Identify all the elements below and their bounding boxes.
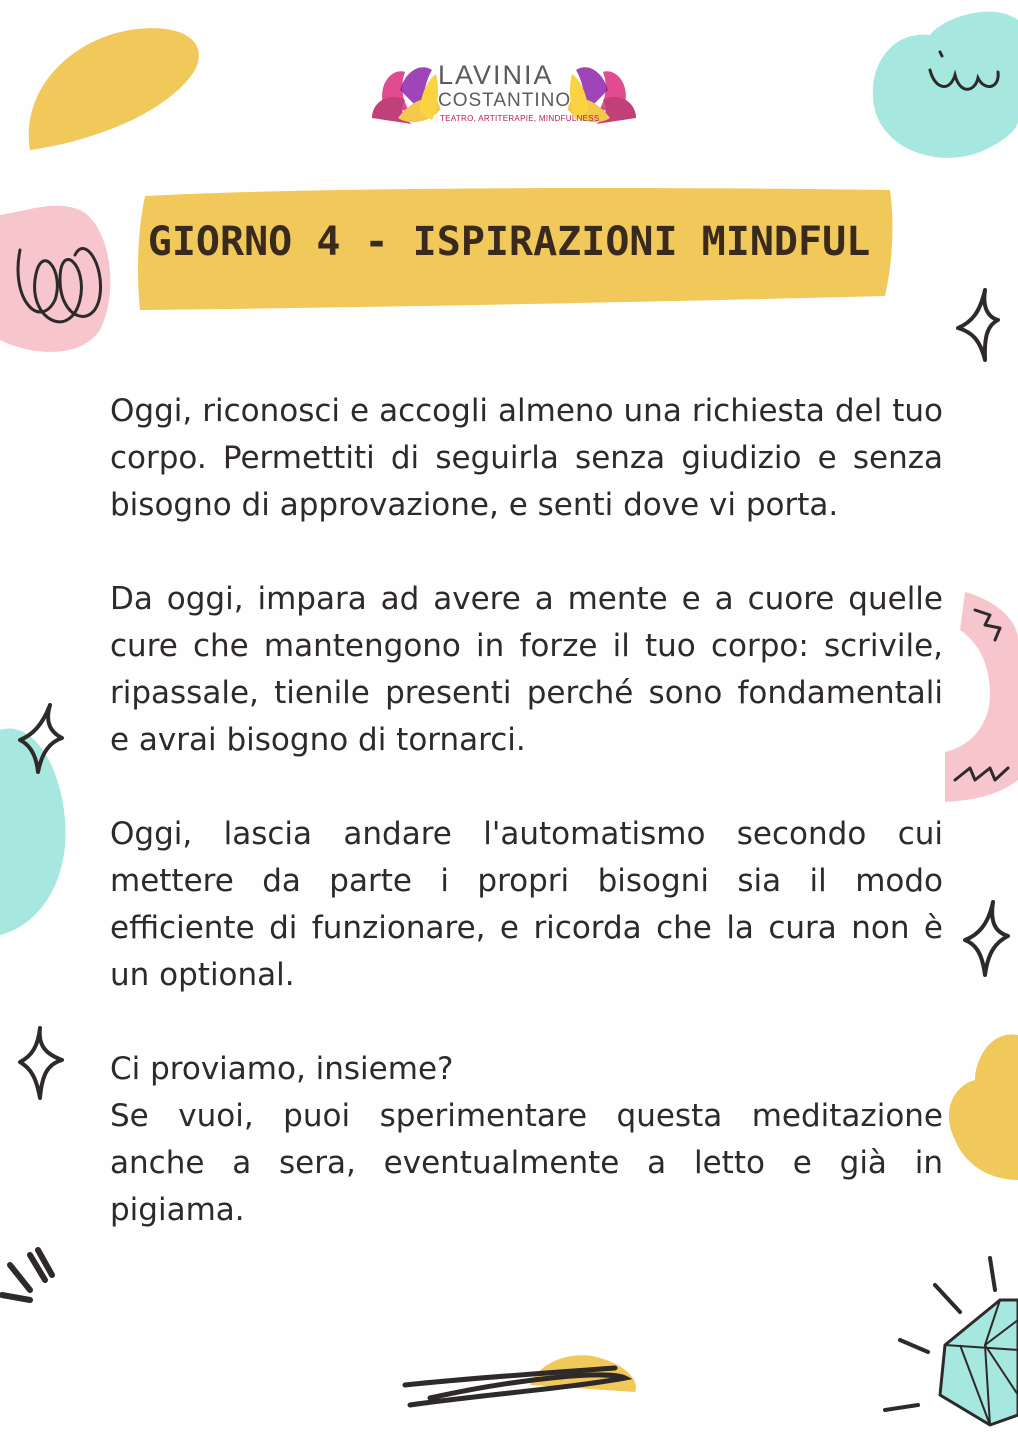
logo-surname: COSTANTINO	[438, 90, 572, 111]
gem-icon	[940, 1300, 1018, 1425]
sparkle-icon	[20, 1028, 62, 1098]
body-text	[110, 388, 943, 1234]
logo	[368, 58, 638, 132]
sparkle-icon	[958, 290, 998, 360]
yellow-blob	[29, 28, 199, 150]
paragraph: Da oggi, impara ad avere a mente e a cuore quelle cure che mantengono in forze il tuo corpo: scrivile, ripassale, tienile presenti perché sono fondamentali e avrai bisogno di tornarci.	[110, 581, 943, 758]
page-title: GIORNO 4 - ISPIRAZIONI MINDFUL	[147, 219, 871, 265]
burst-lines	[2, 1250, 52, 1300]
mint-half-blob	[0, 728, 66, 935]
closing-suggestion: Se vuoi, puoi sperimentare questa meditazione anche a sera, eventualmente a letto e già in pigiama.	[110, 1098, 943, 1228]
closing-question: Ci proviamo, insieme?	[110, 1051, 454, 1087]
paragraph: Oggi, lascia andare l'automatismo secondo cui mettere da parte i propri bisogni sia il modo efficiente di funzionare, e ricorda che la cura non è un optional.	[110, 816, 943, 993]
logo-name: LAVINIA	[438, 60, 554, 90]
yellow-blob	[949, 1034, 1018, 1180]
sparkle-icon	[965, 902, 1008, 975]
logo-tagline: TEATRO, ARTITERAPIE, MINDFULNESS	[440, 114, 600, 123]
paragraph: Oggi, riconosci e accogli almeno una richiesta del tuo corpo. Permettiti di seguirla senza giudizio e senza bisogno di approvazione, e senti dove vi porta.	[110, 393, 943, 523]
closing-paragraph	[110, 1046, 943, 1234]
